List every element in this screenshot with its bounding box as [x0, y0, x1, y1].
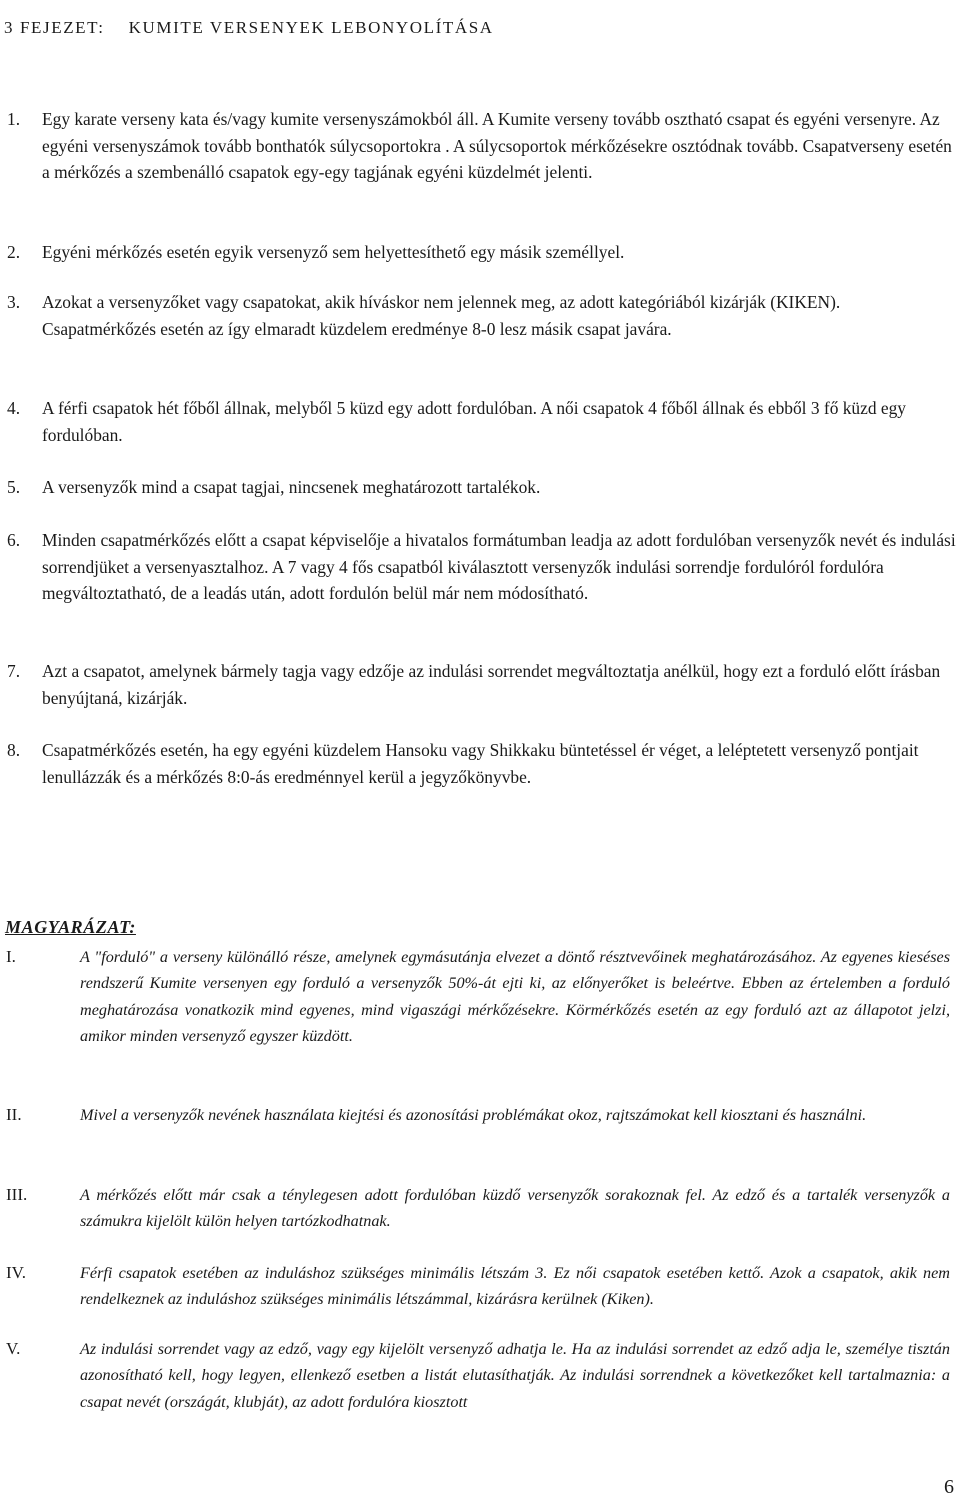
rule-number: 5. — [7, 477, 21, 497]
rule-text: Minden csapatmérkőzés előtt a csapat képviselője a hivatalos formátumban leadja az adott fordulóban versenyzők nevét és indulási sorrendjüket a versenyasztalhoz. A 7 vagy 4 fős csapatból kiválasztott versenyzők indulási sorrendje fordulóról fordulóra megváltoztatható, de a leadás után, adott fordulón belül már nem módosítható. — [42, 530, 956, 603]
chapter-name: KUMITE VERSENYEK LEBONYOLÍTÁSA — [128, 18, 494, 37]
rule-text: Egyéni mérkőzés esetén egyik versenyző sem helyettesíthető egy másik személlyel. — [42, 242, 625, 262]
explanations-title: MAGYARÁZAT: — [5, 917, 136, 937]
rule-text: A versenyzők mind a csapat tagjai, nincsenek meghatározott tartalékok. — [42, 477, 541, 497]
explanation-number: II. — [6, 1105, 22, 1124]
explanation-number: V. — [6, 1339, 21, 1358]
chapter-number: 3 FEJEZET: — [4, 18, 105, 37]
explanation-text: A mérkőzés előtt már csak a ténylegesen adott fordulóban küzdő versenyzők sorakoznak fel. Az edző és a tartalék versenyzők a számukra kijelölt külön helyen tartózkodhatnak. — [80, 1186, 950, 1231]
rule-text: Azokat a versenyzőket vagy csapatokat, akik híváskor nem jelennek meg, az adott kategóriából kizárják (KIKEN). Csapatmérkőzés esetén az így elmaradt küzdelem eredménye 8-0 lesz másik csapat javára. — [42, 292, 841, 339]
explanation-number: III. — [6, 1185, 28, 1204]
rule-text: Egy karate verseny kata és/vagy kumite versenyszámokból áll. A Kumite verseny tovább osztható csapat és egyéni versenyre. Az egyéni versenyszámok tovább bonthatók súlycsoportokra . A súlycsoportok mérkőzésekre osztódnak tovább. Csapatverseny esetén a mérkőzés a szembenálló csapatok egy-egy tagjának egyéni küzdelmét jelenti. — [42, 109, 952, 182]
explanation-number: IV. — [6, 1263, 26, 1282]
rule-text: Csapatmérkőzés esetén, ha egy egyéni küzdelem Hansoku vagy Shikkaku büntetéssel ér véget, a leléptetett versenyző pontjait lenullázzák és a mérkőzés 8:0-ás eredménnyel kerül a jegyzőkönyvbe. — [42, 740, 919, 787]
rule-number: 6. — [7, 530, 21, 550]
rule-text: Azt a csapatot, amelynek bármely tagja vagy edzője az indulási sorrendet megváltoztatja anélkül, hogy ezt a forduló előtt írásban benyújtaná, kizárják. — [42, 661, 941, 708]
explanation-number: I. — [6, 947, 16, 966]
explanation-text: A "forduló" a verseny különálló része, amelynek egymásutánja elvezet a döntő résztvevőinek meghatározásához. Az egyenes kieséses rendszerű Kumite versenyen egy forduló a versenyzők 50%-át ejti ki, az előnyerőket is beleértve. Ebben az értelemben a forduló meghatározása vonatkozik mind egyenes, mind vigaszági mérkőzésekre. Körmérkőzés esetén az egy forduló azt az állapotot jelzi, amikor minden versenyző egyszer küzdött. — [80, 948, 950, 1045]
rule-number: 7. — [7, 661, 21, 681]
chapter-title — [4, 18, 494, 38]
rule-text: A férfi csapatok hét főből állnak, melyből 5 küzd egy adott fordulóban. A női csapatok 4 főből állnak és ebből 3 fő küzd egy fordulóban. — [42, 398, 907, 445]
explanation-text: Mivel a versenyzők nevének használata kiejtési és azonosítási problémákat okoz, rajtszámokat kell kiosztani és használni. — [80, 1106, 867, 1124]
explanation-text: Az indulási sorrendet vagy az edző, vagy egy kijelölt versenyző adhatja le. Ha az indulási sorrendet az edző adja le, személye tisztán azonosítható kell, hogy legyen, ellenkező esetben a listát elutasíthatják. Az indulási sorrendnek a következőket kell tartalmaznia: a csapat nevét (országát, klubját), az adott fordulóra kiosztott — [80, 1340, 950, 1411]
rule-number: 3. — [7, 292, 21, 312]
explanation-text: Férfi csapatok esetében az induláshoz szükséges minimális létszám 3. Ez női csapatok esetében kettő. Azok a csapatok, akik nem rendelkeznek az induláshoz szükséges minimális létszámmal, kizárásra kerülnek (Kiken). — [80, 1264, 950, 1309]
page-number: 6 — [944, 1476, 954, 1498]
rule-number: 4. — [7, 398, 21, 418]
rule-number: 2. — [7, 242, 21, 262]
rule-number: 1. — [7, 109, 21, 129]
rule-number: 8. — [7, 740, 21, 760]
